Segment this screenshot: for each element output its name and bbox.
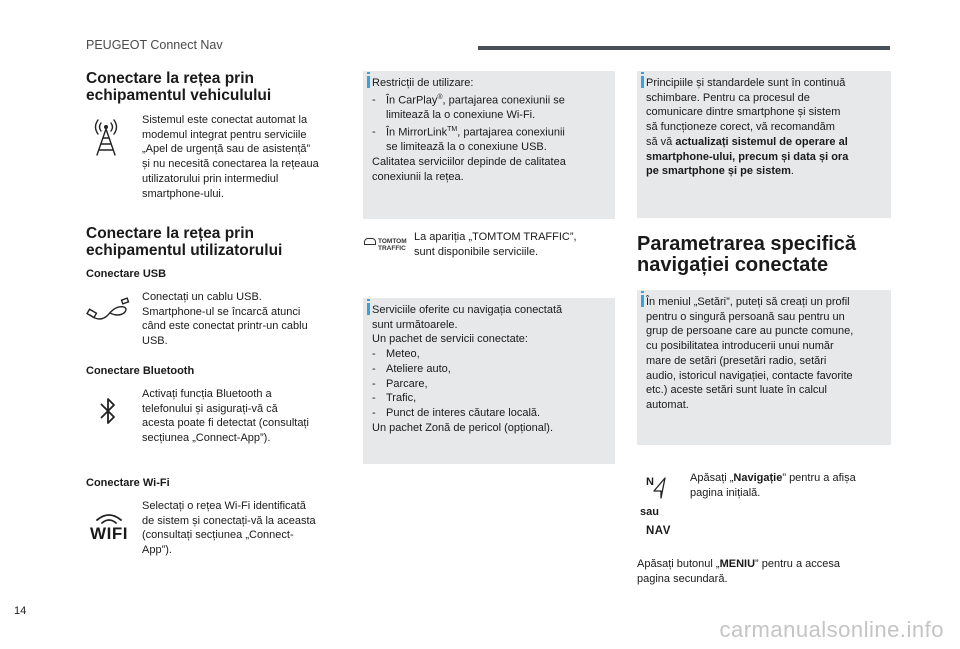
bluetooth-icon: [98, 396, 118, 426]
service-item: - Punct de interes căutare locală.: [372, 406, 541, 419]
bluetooth-title: Conectare Bluetooth: [86, 365, 195, 377]
restrictions-info-box: [363, 71, 615, 219]
document-header: PEUGEOT Connect Nav: [86, 38, 223, 52]
nav-button-label: NAV: [646, 525, 671, 537]
wifi-icon: [88, 508, 130, 544]
heading-connected-navigation-settings: Parametrarea specifică navigației conectate: [637, 233, 857, 276]
antenna-icon: [90, 117, 122, 157]
usb-cable-icon: [86, 293, 130, 327]
settings-text: În meniul „Setări”, puteți să creați un profil pentru o singură persoană sau pentru un grup de persoane care au puncte comune, cu posibilitatea introducerii unui număr mare de setări (presetări radio, setări audio, istoricul navigației, contacte favorite etc.) aceste setări sunt luate în calcul automat.: [646, 296, 854, 411]
info-marker: [641, 295, 644, 307]
services-info-box: [363, 298, 615, 464]
wifi-title: Conectare Wi-Fi: [86, 477, 170, 489]
heading-vehicle-connection: Conectare la rețea prin echipamentul vehiculului: [86, 70, 272, 104]
wifi-icon-label: WIFI: [90, 524, 128, 543]
service-item: - Trafic,: [372, 392, 417, 405]
usb-title: Conectare USB: [86, 268, 167, 280]
info-marker: [367, 303, 370, 315]
page-number: 14: [14, 605, 27, 617]
services-text: Serviciile oferite cu navigația conectată sunt următoarele. Un pachet de servicii conectate: - Meteo, - Ateliere auto, - Parcare, - Trafic, - Punct de interes căutare locală. Un pachet Zonă de pericol (opțional).: [372, 304, 563, 434]
principles-info-box: [637, 71, 891, 218]
menu-text: Apăsați butonul „MENIU” pentru a accesa pagina secundară.: [637, 558, 841, 585]
vehicle-connection-text: Sistemul este conectat automat la modemul integrat pentru serviciile „Apel de urgență sau de asistență” și nu necesită conectarea la rețeaua utilizatorului prin intermediul smartphone-ului.: [142, 114, 319, 200]
info-marker: [641, 76, 644, 88]
north-letter: N: [646, 476, 654, 488]
or-label: sau: [640, 506, 659, 518]
usb-text: Conectați un cablu USB. Smartphone-ul se încarcă atunci când este conectat printr-un cablu USB.: [142, 291, 308, 348]
wifi-text: Selectați o rețea Wi-Fi identificată de sistem și conectați-vă la aceasta (consultați secțiunea „Connect- App”).: [142, 500, 316, 557]
watermark: carmanualsonline.info: [719, 617, 944, 642]
restrictions-text: Restricții de utilizare: - În CarPlay®, partajarea conexiunii se limitează la o conexiune Wi-Fi. - În MirrorLink™, partajarea conexiunii se limitează la o conexiune USB. Calitatea serviciilor depinde de calitatea conexiunii la rețea.: [372, 77, 566, 183]
navigation-text: Apăsați „Navigație” pentru a afișa pagina inițială.: [690, 472, 856, 499]
bluetooth-text: Activați funcția Bluetooth a telefonului și asigurați-vă că acesta poate fi detectat (consultați secțiunea „Connect-App”).: [142, 388, 309, 445]
info-marker: [367, 76, 370, 88]
settings-info-box: [637, 290, 891, 445]
service-item: - Parcare,: [372, 377, 428, 390]
tomtom-traffic-logo: TOMTOM TRAFFIC: [364, 238, 408, 252]
header-bar: [478, 46, 890, 50]
heading-user-connection: Conectare la rețea prin echipamentul utilizatorului: [86, 225, 283, 259]
principles-text: Principiile și standardele sunt în continuă schimbare. Pentru ca procesul de comunicare dintre smartphone și sistem să funcționeze corect, vă recomandăm să vă actualizați sistemul de operare al smartphone-ului, precum și data și ora pe smartphone și pe sistem.: [646, 77, 849, 178]
tomtom-logo-icon: [364, 238, 376, 245]
navigation-arrow-icon: [644, 474, 668, 500]
tomtom-text: La apariția „TOMTOM TRAFFIC”, sunt disponibile serviciile.: [414, 231, 577, 258]
service-item: - Ateliere auto,: [372, 362, 451, 375]
service-item: - Meteo,: [372, 348, 420, 361]
